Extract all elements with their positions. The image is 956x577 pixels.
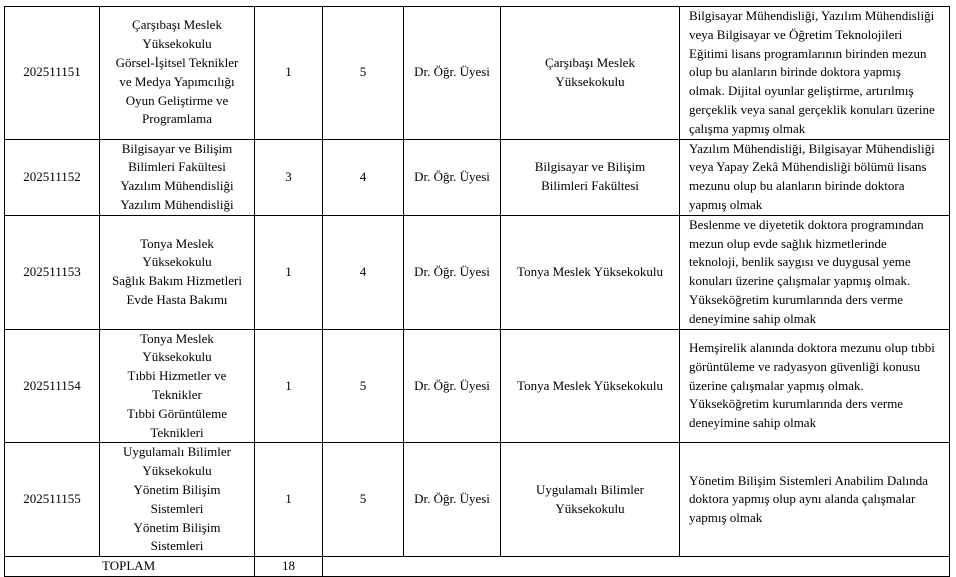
table-row [5,215,950,329]
cell-line: Bilgisayar ve Bilişim [534,159,646,175]
cell-line: Bilgisayar ve Bilişim [121,140,233,156]
birim-cell [100,215,255,329]
cell-line: Yükseköğretim kurumlarında ders verme [689,396,904,412]
cell-line: görüntüleme ve radyasyon güvenliği konusu [689,358,921,374]
cell-line: Yüksekokulu [555,500,625,516]
cell-line: ve Medya Yapımcılığı [119,73,235,89]
cell-line: doktora yapmış olup aynı alanda çalışmalar [689,491,916,507]
cell-line: Yüksekokulu [142,36,212,52]
cell-line: Tonya Meslek Yüksekokulu [517,263,663,279]
cell-line: Evde Hasta Bakımı [126,291,228,307]
cell-line: Yüksekokulu [142,254,212,270]
cell-line: Tonya Meslek [140,235,214,251]
cell-line: Sistemleri [150,500,204,516]
total-label: TOPLAM [5,557,255,577]
ilan-no-cell: 202511151 [5,7,100,140]
unvan-cell: Dr. Öğr. Üyesi [404,329,501,443]
derece-cell: 4 [323,139,404,215]
birim-cell [100,329,255,443]
cell-line: Görsel-İşitsel Teknikler [115,54,239,70]
cell-line: Teknikler [152,386,202,402]
cell-line: olmak. Dijital oyunlar geliştirme, artırılmış [689,83,914,99]
cell-line: Oyun Geliştirme ve [125,92,229,108]
cell-line: Tonya Meslek [140,330,214,346]
aciklama-cell [680,139,950,215]
cell-line: gerçeklik veya sanal gerçeklik konuları üzerine [689,101,935,117]
aciklama-cell [680,329,950,443]
cell-line: Tonya Meslek Yüksekokulu [517,377,663,393]
cell-line: konuları üzerine çalışmalar yapmış olmak. [689,273,911,289]
cell-line: olup bu alanların birinde doktora yapmış [689,64,901,80]
unvan-cell: Dr. Öğr. Üyesi [404,215,501,329]
cell-line: Bilgisayar Mühendisliği, Yazılım Mühendisliği [689,8,935,23]
ilan-no-cell: 202511154 [5,329,100,443]
cell-line: mezunu olup bu alanların birinde doktora [689,178,905,194]
unvan-cell: Dr. Öğr. Üyesi [404,139,501,215]
fakulte-cell [501,139,680,215]
total-value: 18 [255,557,323,577]
cell-line: Bilimleri Fakültesi [541,178,639,194]
cell-line: Yönetim Bilişim [133,481,221,497]
cell-line: Yazılım Mühendisliği [120,178,234,194]
cell-line: veya Yapay Zekâ Mühendisliği bölümü lisans [689,159,927,175]
cell-line: üzerine çalışmalar yapmış olmak. [689,377,864,393]
total-empty-cell [323,557,950,577]
kadro-sayisi-cell: 1 [255,7,323,140]
cell-line: teknoloji, benlik saygısı ve duygusal yeme [689,254,911,270]
derece-cell: 5 [323,7,404,140]
birim-cell [100,139,255,215]
ilan-no-cell: 202511152 [5,139,100,215]
cell-line: Yüksekokulu [142,349,212,365]
cell-line: Çarşıbaşı Meslek [545,54,635,70]
cell-line: Sistemleri [150,538,204,554]
ilan-no-cell: 202511155 [5,443,100,557]
birim-cell [100,443,255,557]
cell-line: Tıbbi Görüntüleme [126,405,227,421]
birim-cell [100,7,255,140]
cell-line: Teknikleri [150,424,204,440]
cell-line: Yönetim Bilişim Sistemleri Anabilim Dalında [689,472,929,488]
cell-line: Tıbbi Hizmetler ve [127,368,227,384]
cell-line: mezun olup evde sağlık hizmetlerinde [689,235,887,251]
cell-line: Çarşıbaşı Meslek [132,17,222,33]
cell-line: Yüksekokulu [142,463,212,479]
total-row [5,557,950,577]
aciklama-cell [680,215,950,329]
cell-line: Yazılım Mühendisliği [120,196,234,212]
cell-line: Yükseköğretim kurumlarında ders verme [689,291,904,307]
kadro-sayisi-cell: 1 [255,215,323,329]
fakulte-cell [501,329,680,443]
kadro-sayisi-cell: 1 [255,443,323,557]
aciklama-cell [680,7,950,140]
cell-line: Beslenme ve diyetetik doktora programından [689,216,924,232]
fakulte-cell [501,443,680,557]
cell-line: yapmış olmak [689,196,763,212]
kadro-sayisi-cell: 1 [255,329,323,443]
cell-line: Yönetim Bilişim [133,519,221,535]
cell-line: Yüksekokulu [555,73,625,89]
table-row [5,7,950,140]
derece-cell: 4 [323,215,404,329]
cell-line: Uygulamalı Bilimler [123,444,231,460]
cell-line: Bilimleri Fakültesi [128,159,226,175]
ilan-no-cell: 202511153 [5,215,100,329]
cell-line: Yazılım Mühendisliği, Bilgisayar Mühendisliği [689,140,935,156]
derece-cell: 5 [323,329,404,443]
cell-line: çalışma yapmış olmak [689,120,806,136]
cell-line: Uygulamalı Bilimler [536,481,644,497]
table-body [5,7,950,577]
cell-line: Hemşirelik alanında doktora mezunu olup tıbbi [689,339,935,355]
cell-line: veya Bilgisayar ve Öğretim Teknolojileri [689,26,903,42]
cell-line: yapmış olmak [689,510,763,526]
unvan-cell: Dr. Öğr. Üyesi [404,7,501,140]
cell-line: Programlama [141,111,213,127]
cell-line: deneyimine sahip olmak [689,415,817,431]
aciklama-cell [680,443,950,557]
position-table [4,6,950,577]
cell-line: Sağlık Bakım Hizmetleri [112,273,242,289]
fakulte-cell [501,215,680,329]
derece-cell: 5 [323,443,404,557]
table-row [5,139,950,215]
cell-line: Eğitimi lisans programlarının birinden mezun [689,45,927,61]
table-row [5,443,950,557]
fakulte-cell [501,7,680,140]
kadro-sayisi-cell: 3 [255,139,323,215]
unvan-cell: Dr. Öğr. Üyesi [404,443,501,557]
cell-line: deneyimine sahip olmak [689,310,817,326]
table-row [5,329,950,443]
